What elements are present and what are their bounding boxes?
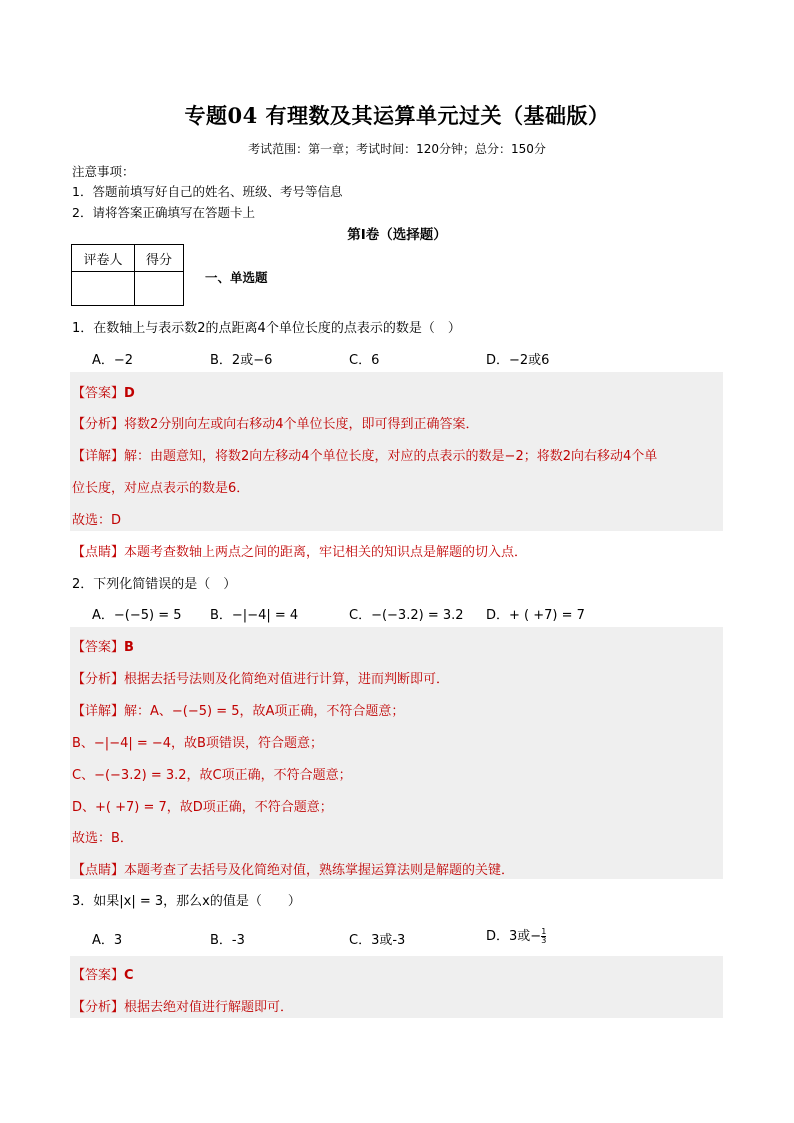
section-title: 第Ⅰ卷（选择题）	[347, 227, 447, 243]
detail-tag: 【详解】	[72, 449, 125, 464]
q2-answer-line	[72, 636, 134, 655]
q2-choose: 故选：B．	[72, 831, 133, 846]
score-cell	[135, 272, 184, 306]
q3-option-a: A．3	[92, 933, 123, 948]
q2-comment-line	[72, 859, 514, 878]
analysis-tag: 【分析】	[72, 417, 125, 432]
q3-analysis: 根据去绝对值进行解题即可．	[124, 1000, 294, 1015]
q2-comment: 本题考查了去括号及化简绝对值，熟练掌握运算法则是解题的关键．	[124, 863, 515, 878]
answer-tag: 【答案】	[72, 968, 125, 983]
q3-answer: C	[124, 968, 134, 983]
q1-comment-line	[72, 541, 527, 560]
q1-analysis: 将数2分别向左或向右移动4个单位长度，即可得到正确答案．	[124, 417, 479, 432]
q3-option-d-text: D．3或−	[486, 929, 542, 944]
q2-detail-2: B、−|−4| = −4，故B项错误，符合题意；	[72, 736, 323, 751]
fraction-denominator: 3	[541, 936, 547, 945]
q1-comment: 本题考查数轴上两点之间的距离，牢记相关的知识点是解题的切入点．	[124, 545, 528, 560]
comment-tag: 【点睛】	[72, 863, 125, 878]
q2-answer: B	[124, 640, 134, 655]
q2-detail-line-1	[72, 700, 404, 719]
analysis-tag: 【分析】	[72, 1000, 125, 1015]
note-2: 2．请将答案正确填写在答题卡上	[72, 205, 255, 220]
q1-stem: 1．在数轴上与表示数2的点距离4个单位长度的点表示的数是（ ）	[72, 321, 461, 336]
q1-answer: D	[124, 386, 135, 401]
q1-detail-line-1	[72, 445, 657, 464]
q1-option-d: D．−2或6	[486, 353, 550, 368]
score-header: 得分	[135, 245, 184, 272]
grader-cell	[72, 272, 135, 306]
q3-stem: 3．如果|x| = 3，那么x的值是（ ）	[72, 894, 301, 909]
fraction-numerator: 1	[541, 927, 547, 936]
q3-option-c: C．3或-3	[349, 933, 406, 948]
q1-answer-line	[72, 382, 135, 401]
q3-analysis-line	[72, 996, 293, 1015]
answer-tag: 【答案】	[72, 640, 125, 655]
q2-option-d: D．+ ( +7) = 7	[486, 608, 585, 623]
q1-detail-1: 解：由题意知，将数2向左移动4个单位长度，对应的点表示的数是−2；将数2向右移动4个单	[124, 449, 658, 464]
note-1: 1．答题前填写好自己的姓名、班级、考号等信息	[72, 184, 343, 199]
q2-solution-block	[70, 627, 723, 879]
page-title: 专题04 有理数及其运算单元过关（基础版）	[184, 103, 610, 128]
grader-header: 评卷人	[72, 245, 135, 272]
q1-option-c: C．6	[349, 353, 380, 368]
q1-option-b: B．2或−6	[210, 353, 273, 368]
detail-tag: 【详解】	[72, 704, 125, 719]
q2-stem: 2．下列化简错误的是（ ）	[72, 577, 237, 592]
score-table	[71, 244, 184, 306]
q3-option-d-fraction	[541, 928, 546, 945]
comment-tag: 【点睛】	[72, 545, 125, 560]
question-type: 一、单选题	[205, 270, 268, 285]
q1-option-a: A．−2	[92, 353, 134, 368]
q3-answer-line	[72, 964, 134, 983]
exam-info: 考试范围：第一章；考试时间：120分钟；总分：150分	[248, 142, 546, 156]
q2-detail-3: C、−(−3.2) = 3.2，故C项正确，不符合题意；	[72, 768, 352, 783]
q2-detail-1: 解：A、−(−5) = 5，故A项正确，不符合题意；	[124, 704, 405, 719]
q1-choose: 故选：D	[72, 513, 122, 528]
q1-detail-line-2: 位长度，对应点表示的数是6．	[72, 481, 250, 496]
answer-tag: 【答案】	[72, 386, 125, 401]
q2-option-b: B．−|−4| = 4	[210, 608, 299, 623]
notes-title: 注意事项：	[72, 164, 135, 179]
q2-detail-4: D、+( +7) = 7，故D项正确，不符合题意；	[72, 800, 333, 815]
q2-option-a: A．−(−5) = 5	[92, 608, 182, 623]
q2-analysis: 根据去括号法则及化简绝对值进行计算，进而判断即可．	[124, 672, 450, 687]
q3-option-d	[486, 925, 546, 945]
q2-option-c: C．−(−3.2) = 3.2	[349, 608, 464, 623]
q3-option-b: B．-3	[210, 933, 245, 948]
q1-analysis-line	[72, 413, 479, 432]
q2-analysis-line	[72, 668, 449, 687]
analysis-tag: 【分析】	[72, 672, 125, 687]
